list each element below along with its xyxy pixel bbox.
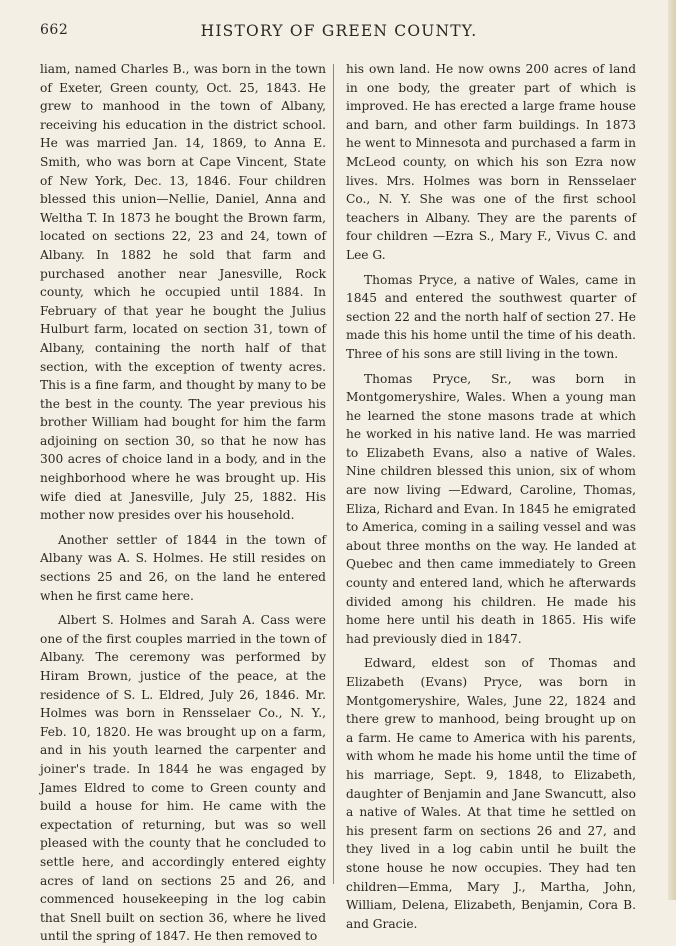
left-column xyxy=(40,60,326,946)
paragraph: Albert S. Holmes and Sarah A. Cass were one of the first couples married in the town of Albany. The ceremony was performed by Hiram Brown, justice of the peace, at the residence of S. L. Eldred, July 26, 1846. Mr. Holmes was born in Rensselaer Co., N. Y., Feb. 10, 1820. He was brought up on a farm, and in his youth learned the carpenter and joiner's trade. In 1844 he was engaged by James Eldred to come to Green county and build a house for him. He came with the expectation of returning, but was so well pleased with the county that he concluded to settle here, and accordingly entered eighty acres of land on sections 25 and 26, and commenced housekeeping in the log cabin that Snell built on section 36, where he lived until the spring of 1847. He then removed to xyxy=(40,613,326,944)
right-column xyxy=(346,60,636,933)
paragraph: Thomas Pryce, Sr., was born in Montgomeryshire, Wales. When a young man he learned the stone masons trade at which he worked in his native land. He was married to Elizabeth Evans, also a native of Wales. Nine children blessed this union, six of whom are now living —Edward, Caroline, Thomas, Eliza, Richard and Evan. In 1845 he emigrated to America, coming in a sailing vessel and was about three months on the way. He landed at Quebec and then came immediately to Green county and entered land, which he afterwards divided among his children. He made his home here until his death in 1865. His wife had previously died in 1847. xyxy=(346,371,636,646)
paragraph: Edward, eldest son of Thomas and Elizabeth (Evans) Pryce, was born in Montgomeryshire, Wales, June 22, 1824 and there grew to manhood, being brought up on a farm. He came to America with his parents, with whom he made his home until the time of his marriage, Sept. 9, 1848, to Elizabeth, daughter of Benjamin and Jane Swancutt, also a native of Wales. At that time he settled on his present farm on sections 26 and 27, and they lived in a log cabin until he built the stone house he now occupies. They had ten children—Emma, Mary J., Martha, John, William, Delena, Elizabeth, Benjamin, Cora B. and Gracie. xyxy=(346,656,636,931)
page-edge xyxy=(668,0,676,900)
paragraph: Another settler of 1844 in the town of Albany was A. S. Holmes. He still resides on sections 25 and 26, on the land he entered when he first came here. xyxy=(40,532,326,603)
paragraph: his own land. He now owns 200 acres of land in one body, the greater part of which is improved. He has erected a large frame house and barn, and other farm buildings. In 1873 he went to Minnesota and purchased a farm in McLeod county, on which his son Ezra now lives. Mrs. Holmes was born in Rensselaer Co., N. Y. She was one of the first school teachers in Albany. They are the parents of four children —Ezra S., Mary F., Vivus C. and Lee G. xyxy=(346,62,636,262)
page-header xyxy=(40,22,638,44)
paragraph: Thomas Pryce, a native of Wales, came in 1845 and entered the southwest quarter of section 22 and the north half of section 27. He made this his home until the time of his death. Three of his sons are still living in the town. xyxy=(346,272,636,361)
paragraph: liam, named Charles B., was born in the town of Exeter, Green county, Oct. 25, 1843. He grew to manhood in the town of Albany, receiving his education in the district school. He was married Jan. 14, 1869, to Anna E. Smith, who was born at Cape Vincent, State of New York, Dec. 13, 1846. Four children blessed this union—Nellie, Daniel, Anna and Weltha T. In 1873 he bought the Brown farm, located on sections 22, 23 and 24, town of Albany. In 1882 he sold that farm and purchased another near Janesville, Rock county, which he occupied until 1884. In February of that year he bought the Julius Hulburt farm, located on section 31, town of Albany, containing the north half of that section, with the exception of twenty acres. This is a fine farm, and thought by many to be the best in the county. The year previous his brother William had bought for him the farm adjoining on section 30, so that he now has 300 acres of choice land in a body, and in the neighborhood where he was brought up. His wife died at Janesville, July 25, 1882. His mother now presides over his household. xyxy=(40,62,326,523)
page-number: 662 xyxy=(40,22,69,38)
column-divider xyxy=(333,64,334,884)
running-title: HISTORY OF GREEN COUNTY. xyxy=(200,22,478,40)
